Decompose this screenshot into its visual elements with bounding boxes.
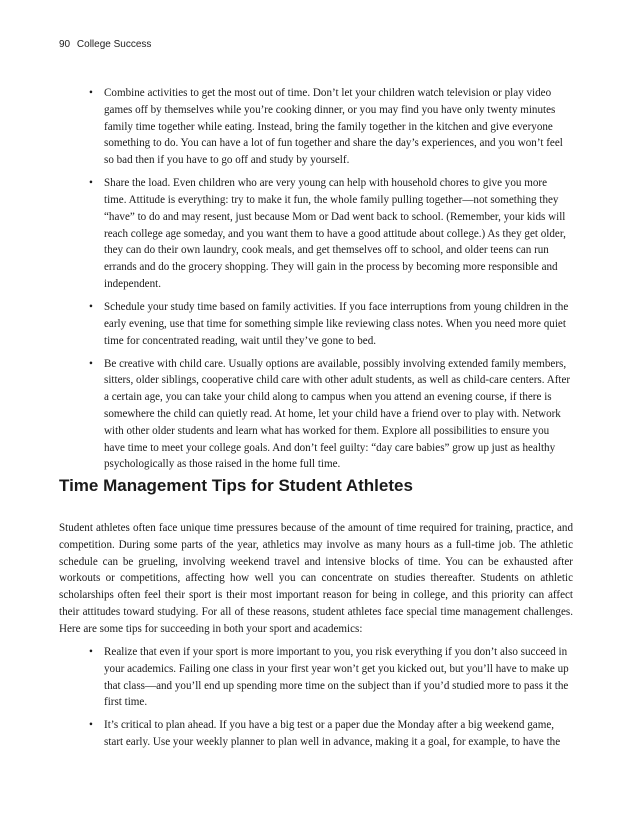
list-item: • Combine activities to get the most out of time. Don’t let your children watch television or play video games off by themselves while you’re cooking dinner, or you may find you have only twenty minutes family time together while eating. Instead, bring the family together in the kitchen and give everyone something to do. You can have a lot of fun together and share the day’s experiences, and you won’t feel so bad then if you have to go off and study by yourself. [89, 85, 571, 169]
book-title: College Success [76, 39, 152, 50]
list-item: • Be creative with child care. Usually options are available, possibly involving extended family members, sitters, older siblings, cooperative child care with other adult students, as well as child-care centers. After a certain age, you can take your child along to campus when you attend an evening course, if there is somewhere the child can quietly read. At home, let your child have a friend over to play with. Network with other older students and learn what has worked for them. Explore all possibilities to ensure you have time to meet your college goals. And don’t feel guilty: “day care babies” grow up just as healthy psychologically as those raised in the home full time. [89, 356, 571, 474]
list-item: • Realize that even if your sport is more important to you, you risk everything if you don’t also succeed in your academics. Failing one class in your first year won’t get you kicked out, but you’ll have to make up that class—and you’ll end up spending more time on the subject than if you’d studied more to pass it the first time. [89, 644, 571, 711]
list-item: • Schedule your study time based on family activities. If you face interruptions from young children in the early evening, use that time for something simple like reviewing class notes. When you need more quiet time for concentrated reading, wait until they’ve gone to bed. [89, 299, 571, 349]
list-item: • It’s critical to plan ahead. If you have a big test or a paper due the Monday after a big weekend game, start early. Use your weekly planner to plan well in advance, making it a goal, for example, to have the [89, 717, 571, 751]
running-head [59, 39, 151, 50]
section-intro-paragraph: Student athletes often face unique time pressures because of the amount of time required for training, practice, and competition. During some parts of the year, athletics may involve as many hours as a full-time job. The athletic schedule can be grueling, involving weekend travel and intensive blocks of time. You can be exhausted after workouts or competitions, affecting how well you can concentrate on studies thereafter. Students on athletic scholarships often feel their sport is their most important reason for being in college, and this priority can affect their attitudes toward studying. For all of these reasons, student athletes face special time management challenges. Here are some tips for succeeding in both your sport and academics: [59, 522, 573, 635]
family-tips-list [89, 85, 571, 479]
section-heading: Time Management Tips for Student Athletes [59, 476, 413, 495]
list-item: • Share the load. Even children who are very young can help with household chores to give you more time. Attitude is everything: try to make it fun, the whole family pulling together—not something they “have” to do and may resent, just because Mom or Dad went back to school. (Remember, your kids will reach college age someday, and you want them to have a good attitude about college.) As they get older, they can do their own laundry, cook meals, and get themselves off to school, and older teens can run errands and do the grocery shopping. They will gain in the process by becoming more responsible and independent. [89, 175, 571, 293]
athlete-tips-list [89, 644, 571, 757]
page-number: 90 [59, 39, 71, 50]
